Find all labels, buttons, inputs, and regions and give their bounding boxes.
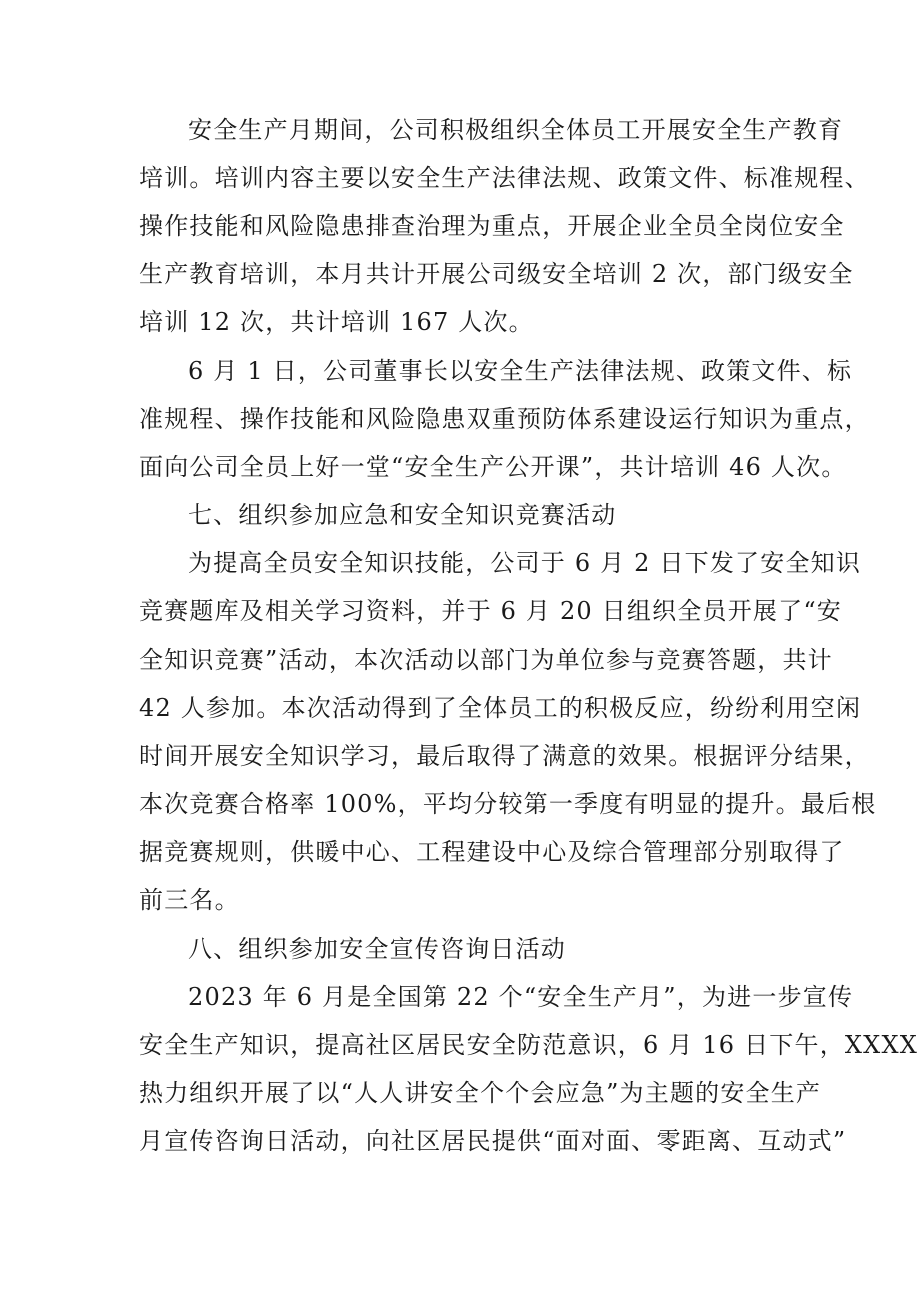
paragraph-line: 2023 年 6 月是全国第 22 个“安全生产月”，为进一步宣传 [188, 983, 854, 1011]
paragraph-line: 面向公司全员上好一堂“安全生产公开课”，共计培训 46 人次。 [139, 453, 847, 481]
section-heading: 七、组织参加应急和安全知识竞赛活动 [188, 501, 617, 529]
paragraph-line: 竞赛题库及相关学习资料，并于 6 月 20 日组织全员开展了“安 [139, 597, 842, 625]
paragraph-line: 培训 12 次，共计培训 167 人次。 [139, 308, 534, 336]
paragraph-line: 为提高全员安全知识技能，公司于 6 月 2 日下发了安全知识 [188, 549, 862, 577]
paragraph-line: 前三名。 [139, 886, 240, 914]
paragraph-line: 月宣传咨询日活动，向社区居民提供“面对面、零距离、互动式” [139, 1127, 847, 1155]
paragraph-line: 时间开展安全知识学习，最后取得了满意的效果。根据评分结果， [139, 742, 870, 770]
paragraph-line: 据竞赛规则，供暖中心、工程建设中心及综合管理部分别取得了 [139, 838, 845, 866]
paragraph-line: 全知识竞赛”活动，本次活动以部门为单位参与竞赛答题，共计 [139, 646, 833, 674]
paragraph-line: 42 人参加。本次活动得到了全体员工的积极反应，纷纷利用空闲 [139, 694, 862, 722]
paragraph-line: 6 月 1 日，公司董事长以安全生产法律法规、政策文件、标 [188, 357, 853, 385]
paragraph-line: 培训。培训内容主要以安全生产法律法规、政策文件、标准规程、 [139, 164, 870, 192]
paragraph-line: 热力组织开展了以“人人讲安全个个会应急”为主题的安全生产 [139, 1079, 822, 1107]
paragraph-line: 生产教育培训，本月共计开展公司级安全培训 2 次，部门级安全 [139, 260, 854, 288]
paragraph-line: 准规程、操作技能和风险隐患双重预防体系建设运行知识为重点， [139, 405, 870, 433]
paragraph-line: 本次竞赛合格率 100%，平均分较第一季度有明显的提升。最后根 [139, 790, 877, 818]
section-heading: 八、组织参加安全宣传咨询日活动 [188, 935, 566, 963]
paragraph-line: 安全生产月期间，公司积极组织全体员工开展安全生产教育 [188, 116, 844, 144]
paragraph-line: 操作技能和风险隐患排查治理为重点，开展企业全员全岗位安全 [139, 212, 845, 240]
paragraph-line: 安全生产知识，提高社区居民安全防范意识，6 月 16 日下午，XXXX [139, 1031, 919, 1059]
